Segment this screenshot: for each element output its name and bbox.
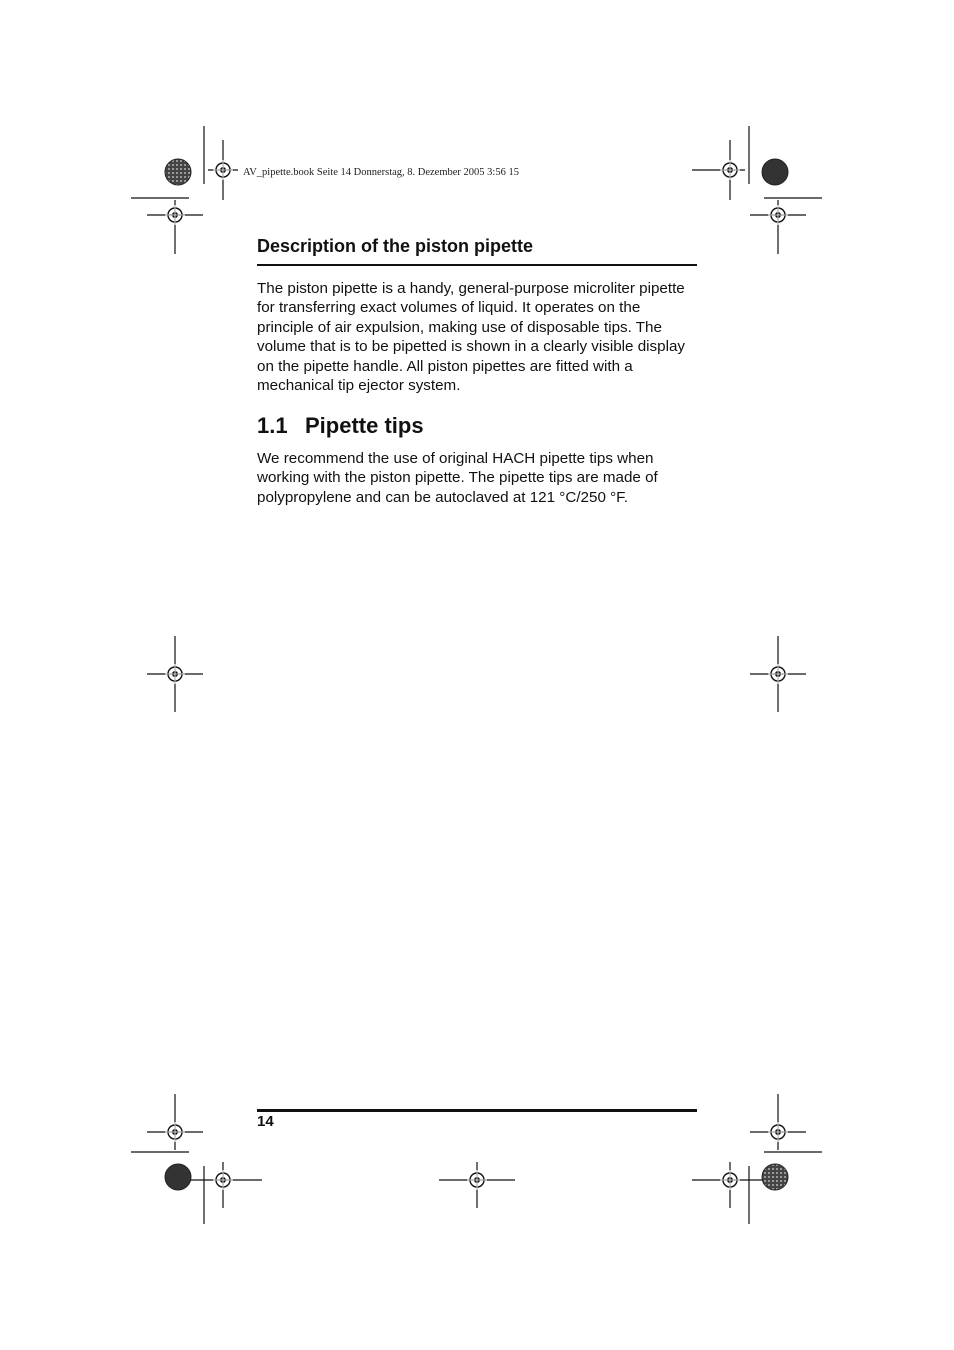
section-title: Description of the piston pipette	[257, 236, 534, 256]
subsection-paragraph: We recommend the use of original HACH pipette tips when working with the piston pipette. The pipette tips are made of polypropylene and can be autoclaved at 121 °C/250 °F.	[257, 450, 658, 506]
section-paragraph: The piston pipette is a handy, general-purpose microliter pipette for transferring exact volumes of liquid. It operates on the principle of air expulsion, making use of disposable tips. The volume that is to be pipetted is shown in a clearly visible display on the pipette handle. All piston pipettes are fitted with a mechanical tip ejector system.	[257, 280, 686, 395]
header-rule	[257, 264, 697, 266]
print-slug: AV_pipette.book Seite 14 Donnerstag, 8. Dezember 2005 3:56 15	[243, 167, 519, 178]
subsection-number: 1.1	[257, 413, 288, 438]
page-number: 14	[257, 1113, 274, 1130]
footer-rule	[257, 1109, 697, 1112]
subsection-title: Pipette tips	[305, 413, 424, 438]
subsection-heading	[257, 412, 424, 440]
